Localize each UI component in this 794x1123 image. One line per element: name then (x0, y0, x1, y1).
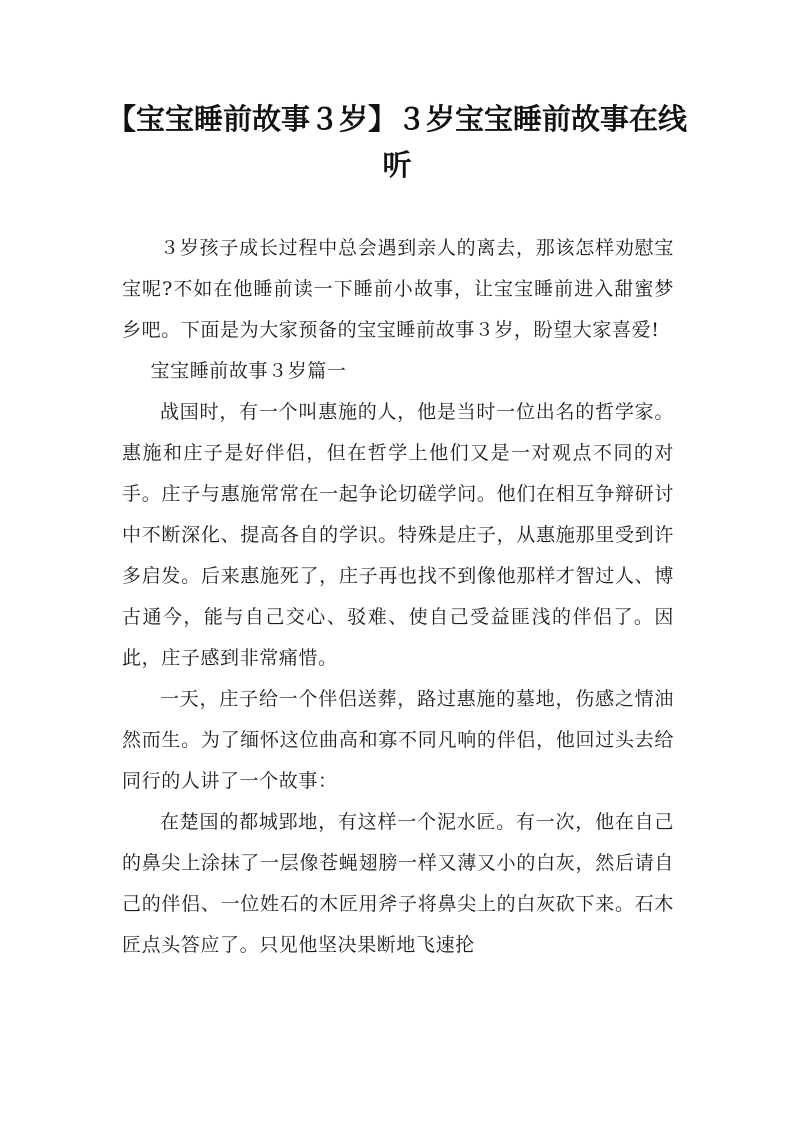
section-heading: 宝宝睡前故事３岁篇一 (150, 360, 347, 382)
paragraph-story-3: 在楚国的都城郢地，有这样一个泥水匠。有一次，他在自己的鼻尖上涂抹了一层像苍蝇翅膀一样又薄又小的白灰，然后请自己的伴侣、一位姓石的木匠用斧子将鼻尖上的白灰砍下来。石木匠点头答应了。只见他坚决果断地飞速抡 (122, 811, 674, 956)
document-title: 【宝宝睡前故事３岁】３岁宝宝睡前故事在线听 (106, 102, 687, 182)
document-body (122, 228, 674, 966)
paragraph-story-1: 战国时，有一个叫惠施的人，他是当时一位出名的哲学家。惠施和庄子是好伴侣，但在哲学上他们又是一对观点不同的对手。庄子与惠施常常在一起争论切磋学问。他们在相互争辩研讨中不断深化、提高各自的学识。特殊是庄子，从惠施那里受到许多启发。后来惠施死了，庄子再也找不到像他那样才智过人、博古通今，能与自己交心、驳难、使自己受益匪浅的伴侣了。因此，庄子感到非常痛惜。 (122, 401, 674, 669)
paragraph-story-2: 一天，庄子给一个伴侣送葬，路过惠施的墓地，伤感之情油然而生。为了缅怀这位曲高和寡不同凡响的伴侣，他回过头去给同行的人讲了一个故事： (122, 688, 674, 792)
paragraph-intro: ３岁孩子成长过程中总会遇到亲人的离去，那该怎样劝慰宝宝呢?不如在他睡前读一下睡前小故事，让宝宝睡前进入甜蜜梦乡吧。下面是为大家预备的宝宝睡前故事３岁，盼望大家喜爱! (122, 237, 674, 341)
